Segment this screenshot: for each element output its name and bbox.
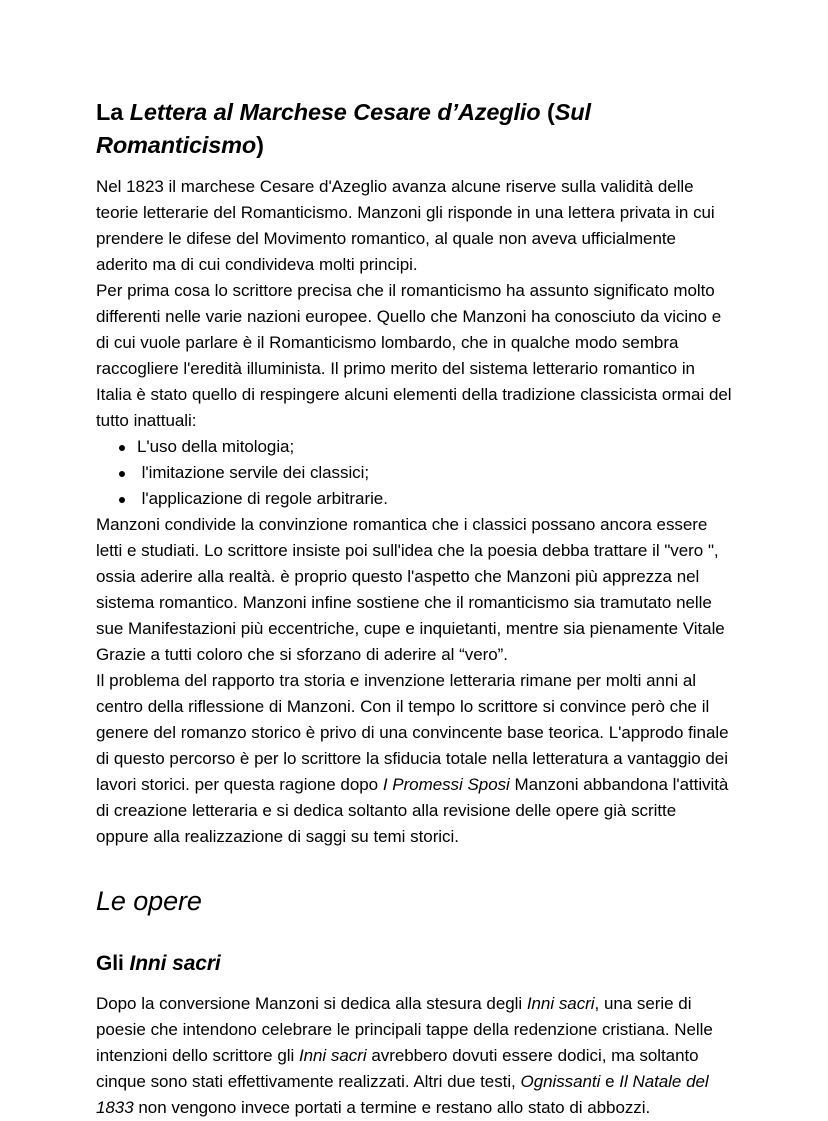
work-title-promessi-sposi: I Promessi Sposi (382, 775, 510, 794)
final-paragraph-text-3: avrebbero dovuti essere dodici, ma soltanto cinque sono stati effettivamente realizzati. Altri due testi, (96, 1046, 699, 1091)
paragraph-4-text-a: Il problema del rapporto tra storia e invenzione letteraria rimane per molti anni al centro della riflessione di Manzoni. Con il tempo lo scrittore si convince però che il genere del romanzo storico è privo di una convincente base teorica. L'approdo finale di questo percorso è per lo scrittore la sfiducia totale nella letteratura a vantaggio dei lavori storici. per questa ragione dopo (96, 671, 729, 794)
subsection-heading-inni-sacri (96, 950, 732, 978)
classicist-elements-list (96, 434, 732, 512)
list-item-label: l'applicazione di regole arbitrarie. (137, 489, 388, 508)
page-title-part-italic-1: Lettera al Marchese Cesare d’Azeglio (129, 99, 541, 125)
subsection-heading-italic: Inni sacri (129, 952, 221, 975)
list-item (96, 486, 732, 512)
list-item-label: l'imitazione servile dei classici; (137, 463, 370, 482)
paragraph-4 (96, 668, 732, 850)
page-title-part-normal-1: La (96, 99, 130, 125)
document-body (96, 96, 732, 1121)
final-paragraph-text-2: , una serie di poesie che intendono celebrare le principali tappe della redenzione cristiana. Nelle intenzioni dello scrittore gli (96, 994, 713, 1065)
final-paragraph-text-1: Dopo la conversione Manzoni si dedica alla stesura degli (96, 994, 527, 1013)
bullet-icon (119, 445, 125, 451)
page-title-part-normal-3: ) (256, 132, 264, 158)
page-title-part-normal-2: ( (540, 99, 555, 125)
section-heading-le-opere: Le opere (96, 886, 202, 916)
work-title-ognissanti: Ognissanti (520, 1072, 601, 1091)
work-title-inni-sacri-1: Inni sacri (526, 994, 595, 1013)
subsection-heading-normal: Gli (96, 952, 130, 975)
list-item (96, 434, 732, 460)
final-paragraph-text-4: e (600, 1072, 620, 1091)
final-paragraph (96, 991, 732, 1121)
paragraph-3: Manzoni condivide la convinzione romantica che i classici possano ancora essere letti e studiati. Lo scrittore insiste poi sull'idea che la poesia debba trattare il "vero ", ossia aderire alla realtà. è proprio questo l'aspetto che Manzoni più apprezza nel sistema romantico. Manzoni infine sostiene che il romanticismo sia tramutato nelle sue Manifestazioni più eccentriche, cupe e inquietanti, mentre sia pienamente Vitale Grazie a tutti coloro che si sforzano di aderire al “vero”. (96, 515, 725, 664)
bullet-icon (119, 471, 125, 477)
bullet-icon (119, 497, 125, 503)
paragraph-1: Nel 1823 il marchese Cesare d'Azeglio avanza alcune riserve sulla validità delle teorie letterarie del Romanticismo. Manzoni gli risponde in una lettera privata in cui prendere le difese del Movimento romantico, al quale non aveva ufficialmente aderito ma di cui condivideva molti principi. (96, 177, 715, 274)
page-title (96, 96, 732, 162)
page-title-part-italic-2: Sul Romanticismo (96, 99, 591, 158)
work-title-inni-sacri-2: Inni sacri (298, 1046, 367, 1065)
final-paragraph-text-5: non vengono invece portati a termine e restano allo stato di abbozzi. (133, 1098, 651, 1117)
paragraph-4-text-b: Manzoni abbandona l'attività di creazione letteraria e si dedica soltanto alla revisione delle opere già scritte oppure alla realizzazione di saggi su temi storici. (96, 775, 729, 846)
list-item (96, 460, 732, 486)
paragraph-2: Per prima cosa lo scrittore precisa che il romanticismo ha assunto significato molto differenti nelle varie nazioni europee. Quello che Manzoni ha conosciuto da vicino e di cui vuole parlare è il Romanticismo lombardo, che in qualche modo sembra raccogliere l'eredità illuminista. Il primo merito del sistema letterario romantico in Italia è stato quello di respingere alcuni elementi della tradizione classicista ormai del tutto inattuali: (96, 281, 732, 430)
list-item-label: L'uso della mitologia; (137, 437, 295, 456)
work-title-il-natale-del-1833: Il Natale del 1833 (96, 1072, 709, 1117)
